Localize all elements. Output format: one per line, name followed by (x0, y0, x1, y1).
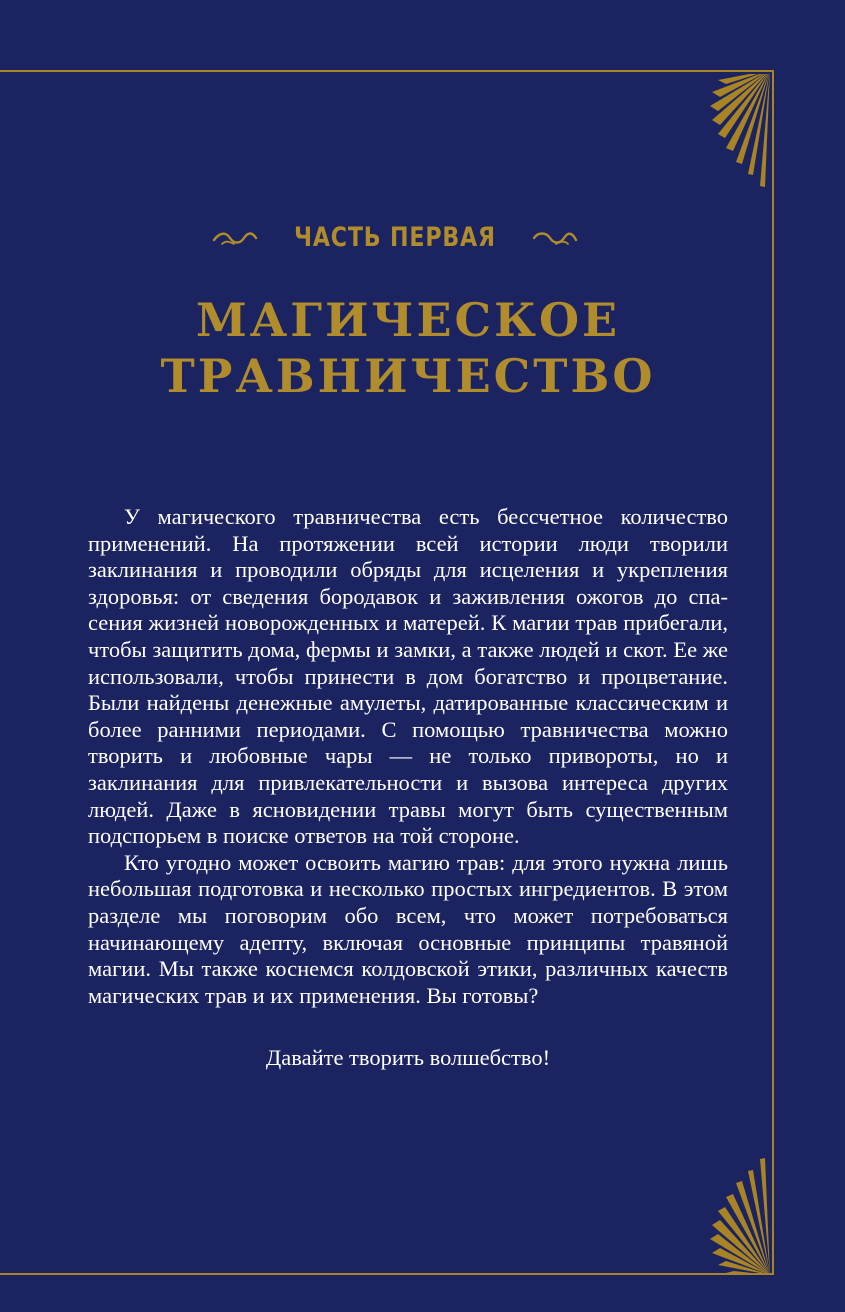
paragraph: У магического травничества есть бессчетное количество применений. На протяжении всей истории люди творили заклинания и проводили обряды для исцеления и укрепления здоровья: от сведения бородавок и заживления ожогов до спасения жизней новорожденных и матерей. К магии трав прибегали, чтобы защитить дома, фермы и замки, а также людей и скот. Ее же использовали, чтобы принести в дом богатство и процветание. Были найдены денежные амулеты, датированные классическим и более ранними периодами. С помощью травничества можно творить и любовные чары — не только привороты, но и заклинания для привлекательности и вызова интереса других людей. Даже в ясновидении травы могут быть существенным подспорьем в поиске ответов на той стороне. (88, 504, 728, 849)
part-label: ЧАСТЬ ПЕРВАЯ (294, 222, 496, 253)
paragraph: Кто угодно может освоить магию трав: для этого нужна лишь небольшая подготовка и несколько простых ингредиентов. В этом разделе мы поговорим обо всем, что может потребоваться начинающему адепту, включая основные принципы травяной магии. Мы также коснемся колдовской этики, различных качеств магических трав и их применения. Вы готовы? (88, 849, 728, 1008)
part-heading (0, 222, 790, 253)
sunburst-corner-icon (670, 1155, 770, 1275)
body-text (88, 504, 728, 1009)
chapter-title-line1: МАГИЧЕСКОЕ (195, 293, 621, 347)
sunburst-corner-icon (670, 70, 770, 190)
swirl-ornament-icon (532, 228, 578, 248)
closing-line: Давайте творить волшебство! (265, 1045, 551, 1070)
chapter-title-line2: ТРАВНИЧЕСТВО (160, 349, 656, 403)
chapter-title (0, 292, 816, 404)
swirl-ornament-icon (212, 228, 258, 248)
